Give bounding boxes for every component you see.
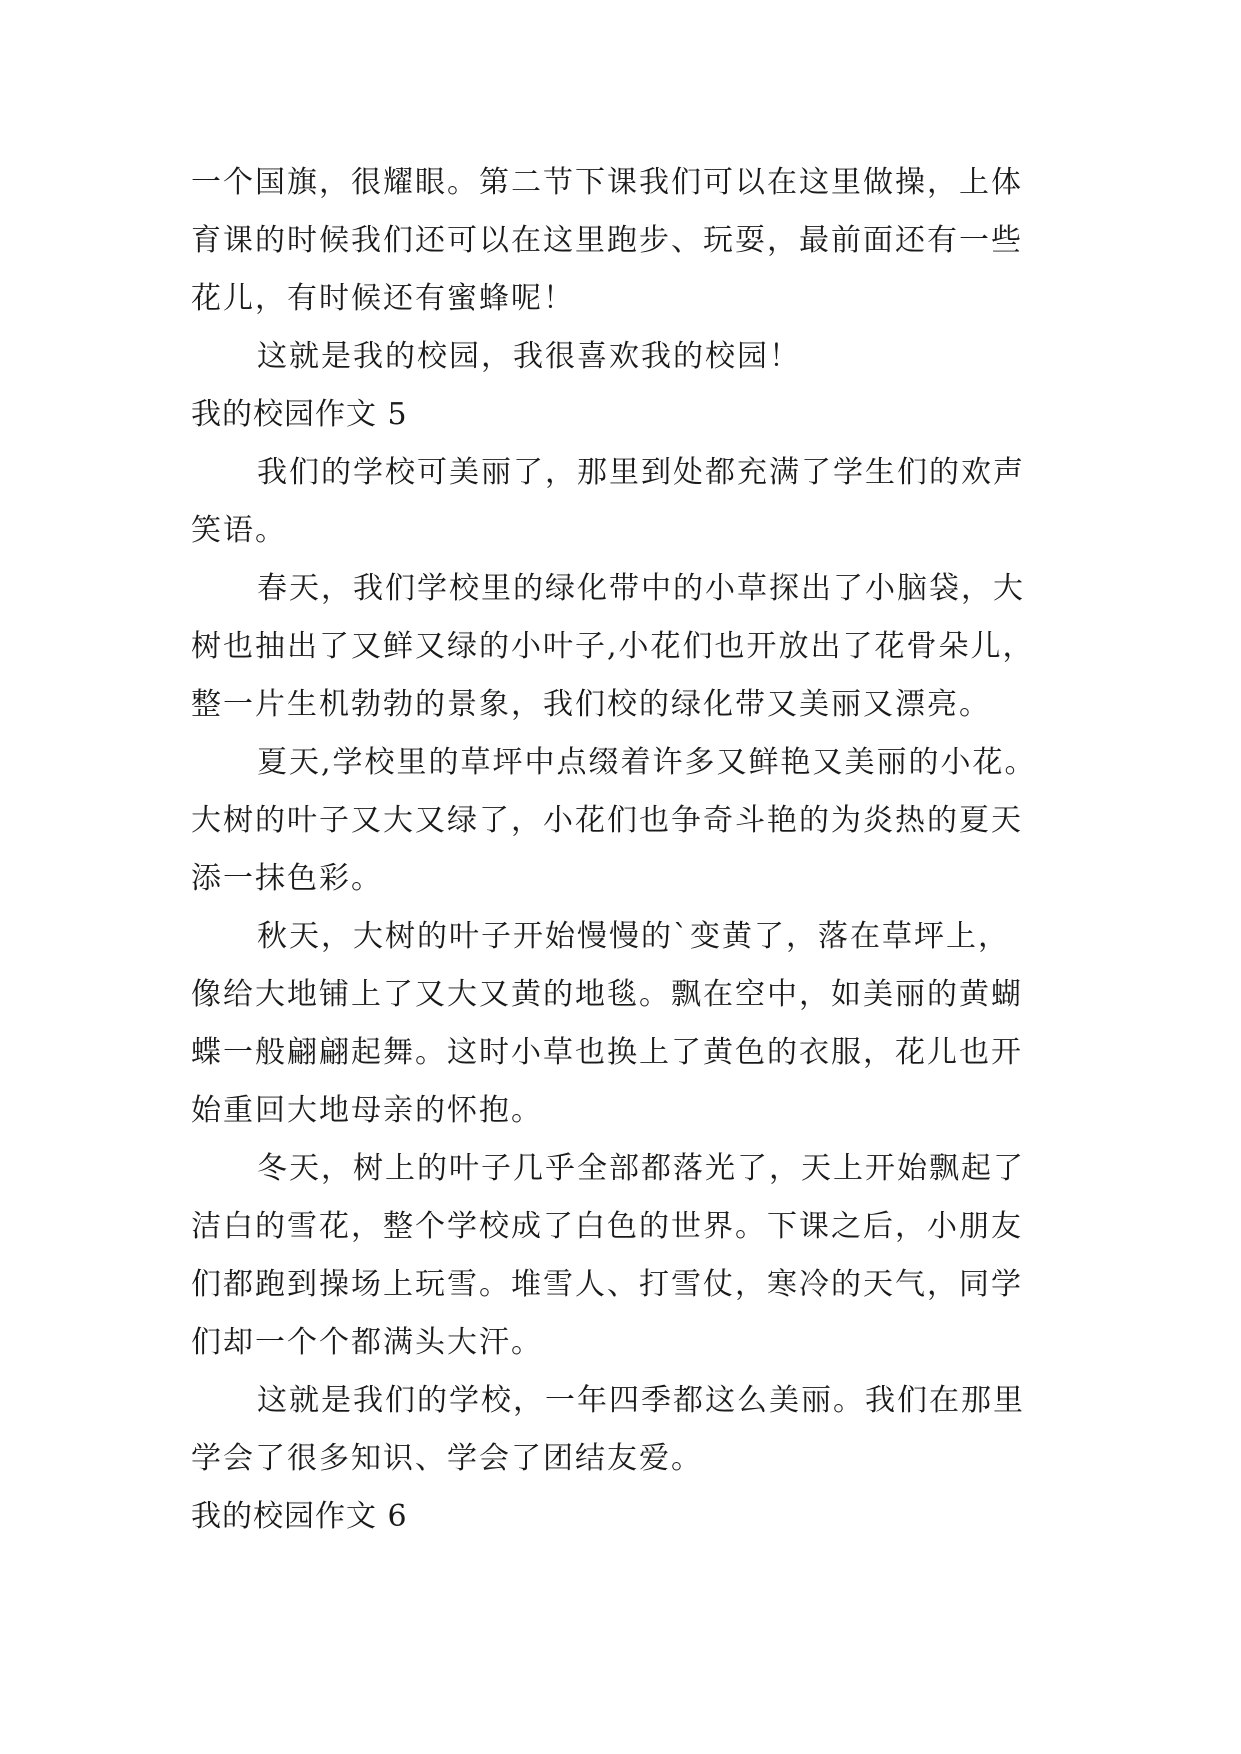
text-line: 像给大地铺上了又大又黄的地毯。飘在空中，如美丽的黄蝴 xyxy=(191,977,1023,1012)
text-line: 夏天,学校里的草坪中点缀着许多又鲜艳又美丽的小花。 xyxy=(257,745,1037,780)
text-line: 秋天，大树的叶子开始慢慢的`变黄了，落在草坪上， xyxy=(257,919,1010,954)
text-line: 这就是我们的学校，一年四季都这么美丽。我们在那里 xyxy=(257,1383,1025,1418)
text-line: 春天，我们学校里的绿化带中的小草探出了小脑袋，大 xyxy=(257,571,1025,606)
text-line: 我们的学校可美丽了，那里到处都充满了学生们的欢声 xyxy=(257,455,1025,490)
text-line: 冬天，树上的叶子几乎全部都落光了，天上开始飘起了 xyxy=(257,1151,1025,1186)
text-line: 树也抽出了又鲜又绿的小叶子,小花们也开放出了花骨朵儿， xyxy=(191,629,1035,664)
text-line: 花儿，有时候还有蜜蜂呢！ xyxy=(191,281,575,316)
text-line: 们却一个个都满头大汗。 xyxy=(191,1325,543,1360)
text-line: 学会了很多知识、学会了团结友爱。 xyxy=(191,1441,703,1476)
text-line: 育课的时候我们还可以在这里跑步、玩耍，最前面还有一些 xyxy=(191,223,1023,258)
section-heading: 我的校园作文 5 xyxy=(191,397,408,432)
text-line: 整一片生机勃勃的景象，我们校的绿化带又美丽又漂亮。 xyxy=(191,687,991,722)
text-line: 添一抹色彩。 xyxy=(191,861,383,896)
text-line: 笑语。 xyxy=(191,513,287,548)
document-body xyxy=(191,154,1057,1546)
text-line: 蝶一般翩翩起舞。这时小草也换上了黄色的衣服，花儿也开 xyxy=(191,1035,1023,1070)
text-line: 洁白的雪花，整个学校成了白色的世界。下课之后，小朋友 xyxy=(191,1209,1023,1244)
section-heading: 我的校园作文 6 xyxy=(191,1499,408,1534)
text-line: 始重回大地母亲的怀抱。 xyxy=(191,1093,543,1128)
text-line: 们都跑到操场上玩雪。堆雪人、打雪仗，寒冷的天气，同学 xyxy=(191,1267,1023,1302)
text-line: 一个国旗，很耀眼。第二节下课我们可以在这里做操，上体 xyxy=(191,165,1023,200)
text-line: 大树的叶子又大又绿了，小花们也争奇斗艳的为炎热的夏天 xyxy=(191,803,1023,838)
text-line: 这就是我的校园，我很喜欢我的校园！ xyxy=(257,339,801,374)
